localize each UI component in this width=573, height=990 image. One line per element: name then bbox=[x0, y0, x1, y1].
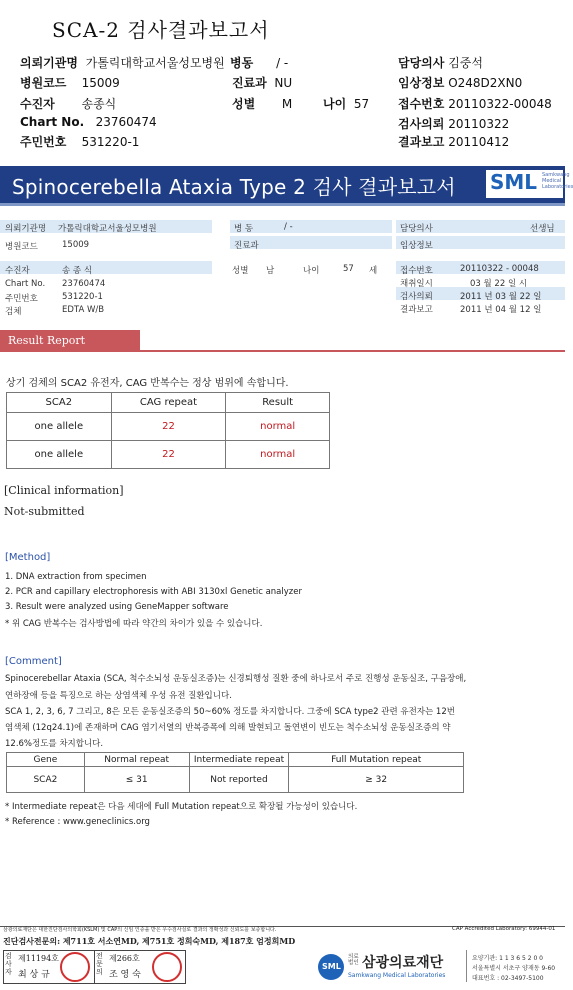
footer-cap: CAP Accredited Laboratory: 69944-01 bbox=[452, 926, 556, 932]
comment-line: 염색체 (12q24.1)에 존재하며 CAG 염기서열의 반복증폭에 의해 발현되고 돌연변이 빈도는 척수소뇌성 운동실조증의 약 bbox=[5, 723, 451, 733]
range-cell: SCA2 bbox=[7, 767, 85, 793]
specialist-name: 조 영 숙 bbox=[109, 970, 141, 980]
comment-line: 연하장애 등을 특징으로 하는 상염색체 우성 유전 질환입니다. bbox=[5, 691, 232, 701]
header-age: 나이 57 bbox=[323, 97, 370, 111]
result-cell: one allele bbox=[7, 441, 112, 469]
info-result-label: 결과보고 bbox=[400, 305, 433, 315]
info-band bbox=[0, 261, 212, 274]
info-request-label: 검사의뢰 bbox=[400, 292, 433, 302]
comment-heading: [Comment] bbox=[5, 656, 62, 667]
info-collect-value: 03 월 22 일 시 bbox=[470, 279, 528, 289]
info-sex-label: 성별 bbox=[232, 266, 249, 276]
info-age-unit: 세 bbox=[369, 266, 378, 276]
range-cell: ≤ 31 bbox=[84, 767, 189, 793]
banner-title: Spinocerebella Ataxia Type 2 검사 결과보고서 bbox=[12, 175, 456, 199]
header-request-date: 검사의뢰 20110322 bbox=[398, 117, 510, 131]
examiner-seal bbox=[60, 952, 90, 982]
sml-logo: SML bbox=[490, 170, 538, 194]
header-result-date: 결과보고 20110412 bbox=[398, 135, 510, 149]
info-band bbox=[230, 220, 392, 233]
info-result-value: 2011 년 04 월 12 일 bbox=[460, 305, 542, 315]
info-patient-value: 송 종 식 bbox=[62, 266, 93, 276]
comment-line: 12.6%정도를 차지합니다. bbox=[5, 739, 104, 749]
header-receipt-no: 접수번호 20110322-00048 bbox=[398, 97, 552, 111]
table-row bbox=[7, 767, 464, 793]
table-row bbox=[7, 441, 330, 469]
result-cell: normal bbox=[226, 441, 330, 469]
info-specimen-label: 검체 bbox=[5, 307, 22, 317]
comment-line: SCA 1, 2, 3, 6, 7 그리고, 8은 모든 운동실조증의 50~60% 정도를 차지합니다. 그중에 SCA type2 관련 유전자는 12번 bbox=[5, 707, 455, 717]
info-receipt-value: 20110322 - 00048 bbox=[460, 264, 539, 274]
info-chart-value: 23760474 bbox=[62, 279, 106, 289]
method-line: * 위 CAG 반복수는 검사방법에 따라 약간의 차이가 있을 수 있습니다. bbox=[5, 619, 263, 629]
result-table-header: Result bbox=[226, 393, 330, 413]
info-specimen-value: EDTA W/B bbox=[62, 305, 105, 315]
header-dept: 진료과 NU bbox=[232, 76, 293, 90]
clinical-info-value: Not-submitted bbox=[4, 505, 85, 518]
info-ssn-value: 531220-1 bbox=[62, 292, 103, 302]
examiner-no: 제11194호 bbox=[18, 954, 59, 963]
footer-cert-note: 삼광의료재단은 대한진단검사의학회(KSLM) 및 CAP의 신임 인증을 받은 우수검사실로 결과의 정확성과 신뢰도를 보증합니다. bbox=[3, 927, 277, 933]
note-line: * Intermediate repeat은 다음 세대에 Full Mutation repeat으로 확장될 가능성이 있습니다. bbox=[5, 802, 358, 812]
result-table-header: SCA2 bbox=[7, 393, 112, 413]
info-chart-label: Chart No. bbox=[5, 279, 46, 289]
method-heading: [Method] bbox=[5, 552, 51, 563]
method-line: 1. DNA extraction from specimen bbox=[5, 572, 147, 582]
comment-line: Spinocerebellar Ataxia (SCA, 척수소뇌성 운동실조증)는 신경퇴행성 질환 중에 하나로서 주로 진행성 운동실조, 구음장애, bbox=[5, 674, 467, 684]
note-line: * Reference : www.geneclinics.org bbox=[5, 817, 150, 827]
info-code-value: 15009 bbox=[62, 240, 90, 250]
result-cell: 22 bbox=[111, 441, 226, 469]
header-clinical-info: 임상정보 O248D2XN0 bbox=[398, 76, 523, 90]
range-table-header: Normal repeat bbox=[84, 753, 189, 767]
range-cell: ≥ 32 bbox=[289, 767, 464, 793]
info-patient-label: 수진자 bbox=[5, 266, 30, 276]
specialist-seal bbox=[152, 952, 182, 982]
contact-line: 대표번호 : 02-3497-5100 bbox=[472, 975, 544, 982]
header-patient: 수진자 송종식 bbox=[20, 97, 117, 111]
result-summary: 상기 검체의 SCA2 유전자, CAG 반복수는 정상 범위에 속합니다. bbox=[6, 378, 289, 389]
result-report-heading: Result Report bbox=[8, 334, 86, 347]
info-age-label: 나이 bbox=[303, 266, 320, 276]
foundation-en: Samkwang Medical Laboratories bbox=[348, 972, 446, 979]
info-inst-value: 가톨릭대학교서울성모병원 bbox=[58, 224, 157, 234]
report-title: SCA-2 검사결과보고서 bbox=[52, 18, 270, 42]
info-ward-value: / - bbox=[284, 222, 293, 232]
info-code-label: 병원코드 bbox=[5, 242, 38, 252]
foundation-name: 삼광의료재단 bbox=[362, 955, 444, 971]
table-row bbox=[7, 413, 330, 441]
sml-footer-logo: SML bbox=[322, 962, 341, 971]
info-receipt-label: 접수번호 bbox=[400, 266, 433, 276]
specialist-no: 제266호 bbox=[109, 954, 140, 963]
repeat-range-table bbox=[6, 752, 464, 793]
sml-logo-subtitle: Samkwang Medical Laboratories bbox=[542, 172, 573, 190]
info-doctor-label: 담당의사 bbox=[400, 224, 433, 234]
result-cell: normal bbox=[226, 413, 330, 441]
result-cell: 22 bbox=[111, 413, 226, 441]
info-dept-label: 진료과 bbox=[234, 241, 259, 251]
foundation-prefix: 의료법인 bbox=[348, 954, 359, 966]
header-doctor: 담당의사 김중석 bbox=[398, 56, 483, 70]
range-cell: Not reported bbox=[189, 767, 289, 793]
result-table bbox=[6, 392, 330, 469]
info-collect-label: 채취일시 bbox=[400, 279, 433, 289]
contact-line: 서울특별시 서초구 양재동 9-60 bbox=[472, 965, 556, 972]
specialist-label: 전문의 bbox=[96, 952, 103, 976]
examiner-label: 검사자 bbox=[5, 952, 12, 976]
info-sex-value: 남 bbox=[266, 266, 275, 276]
info-request-value: 2011 년 03 월 22 일 bbox=[460, 292, 542, 302]
range-table-header: Full Mutation repeat bbox=[289, 753, 464, 767]
header-ward: 병동 / - bbox=[230, 56, 289, 70]
header-sex: 성별 M bbox=[232, 97, 293, 111]
range-table-header: Gene bbox=[7, 753, 85, 767]
header-institution: 의뢰기관명 가톨릭대학교서울성모병원 bbox=[20, 56, 225, 70]
info-clinical-label: 임상정보 bbox=[400, 241, 433, 251]
info-inst-label: 의뢰기관명 bbox=[5, 224, 47, 234]
footer-contact-divider bbox=[466, 950, 467, 982]
result-table-header: CAG repeat bbox=[111, 393, 226, 413]
result-report-rule bbox=[140, 350, 565, 352]
header-ssn: 주민번호 531220-1 bbox=[20, 135, 140, 149]
info-doctor-value: 선생님 bbox=[530, 224, 555, 234]
method-line: 3. Result were analyzed using GeneMapper software bbox=[5, 602, 229, 612]
footer-specialists: 진단검사전문의: 제711호 서소연MD, 제751호 정희숙MD, 제187호 엄정희MD bbox=[3, 936, 296, 946]
contact-line: 요양기관: 1 1 3 6 5 2 0 0 bbox=[472, 955, 544, 962]
header-chart-no: Chart No. 23760474 bbox=[20, 115, 157, 129]
clinical-info-heading: [Clinical information] bbox=[4, 484, 124, 497]
info-ssn-label: 주민번호 bbox=[5, 294, 38, 304]
info-age-value: 57 bbox=[343, 264, 354, 274]
method-line: 2. PCR and capillary electrophoresis with ABI 3130xl Genetic analyzer bbox=[5, 587, 302, 597]
range-table-header: Intermediate repeat bbox=[189, 753, 289, 767]
info-ward-label: 병 동 bbox=[234, 224, 254, 234]
header-hospital-code: 병원코드 15009 bbox=[20, 76, 120, 90]
result-cell: one allele bbox=[7, 413, 112, 441]
examiner-name: 최 상 규 bbox=[18, 970, 50, 980]
